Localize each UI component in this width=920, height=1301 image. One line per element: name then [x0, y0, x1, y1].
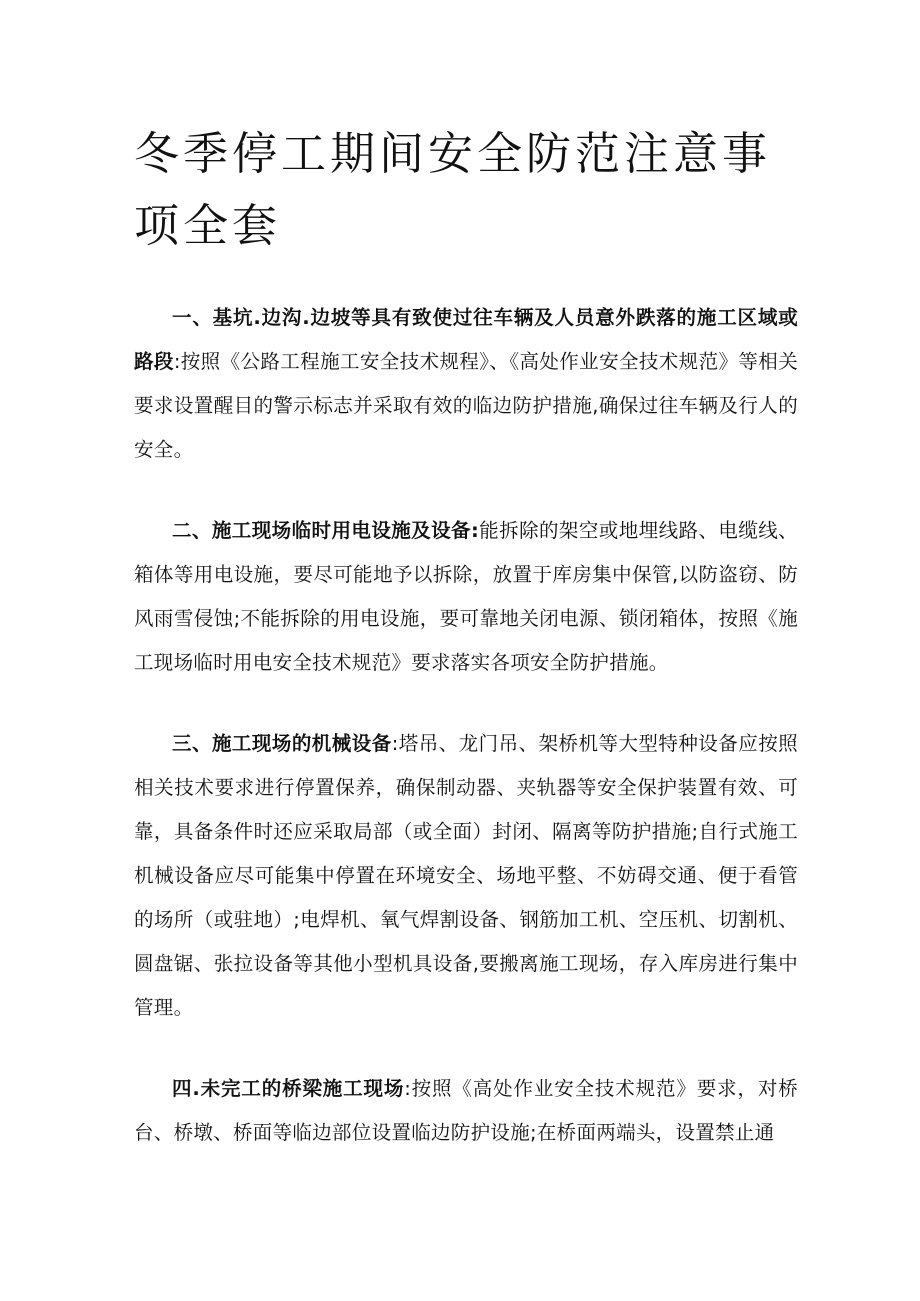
section-text-1: :按照《公路工程施工安全技术规程》、《高处作业安全技术规范》等相关要求设置醒目的警示标志并采取有效的临边防护措施,确保过往车辆及行人的安全。 [134, 350, 798, 461]
document-body [134, 296, 798, 1192]
section-text-3: :塔吊、龙门吊、架桥机等大型特种设备应按照相关技术要求进行停置保养，确保制动器、夹轨器等安全保护装置有效、可靠，具备条件时还应采取局部（或全面）封闭、隔离等防护措施;自行式施工机械设备应尽可能集中停置在环境安全、场地平整、不妨碍交通、便于看管的场所（或驻地）;电焊机、氧气焊割设备、钢筋加工机、空压机、切割机、圆盘锯、张拉设备等其他小型机具设备,要搬离施工现场，存入库房进行集中管理。 [134, 732, 798, 1019]
section-paragraph-3 [134, 722, 798, 1030]
section-paragraph-2 [134, 509, 798, 685]
section-heading-4: 四.未完工的桥梁施工现场 [172, 1077, 405, 1100]
section-paragraph-4 [134, 1067, 798, 1155]
page-title: 冬季停工期间安全防范注意事项全套 [134, 127, 772, 252]
section-paragraph-1 [134, 296, 798, 472]
section-text-2: 能拆除的架空或地埋线路、电缆线、箱体等用电设施，要尽可能地予以拆除，放置于库房集中保管,以防盗窃、防风雨雪侵蚀;不能拆除的用电设施，要可靠地关闭电源、锁闭箱体，按照《施工现场临时用电安全技术规范》要求落实各项安全防护措施。 [134, 519, 798, 674]
section-text-4: :按照《高处作业安全技术规范》要求，对桥台、桥墩、桥面等临边部位设置临边防护设施;在桥面两端头，设置禁止通 [134, 1077, 798, 1144]
section-heading-1: 一、基坑.边沟.边坡等具有致使过往车辆及人员意外跌落的施工区域或路段 [134, 306, 798, 373]
section-heading-3: 三、施工现场的机械设备 [172, 732, 392, 755]
section-heading-2: 二、施工现场临时用电设施及设备: [172, 519, 480, 542]
